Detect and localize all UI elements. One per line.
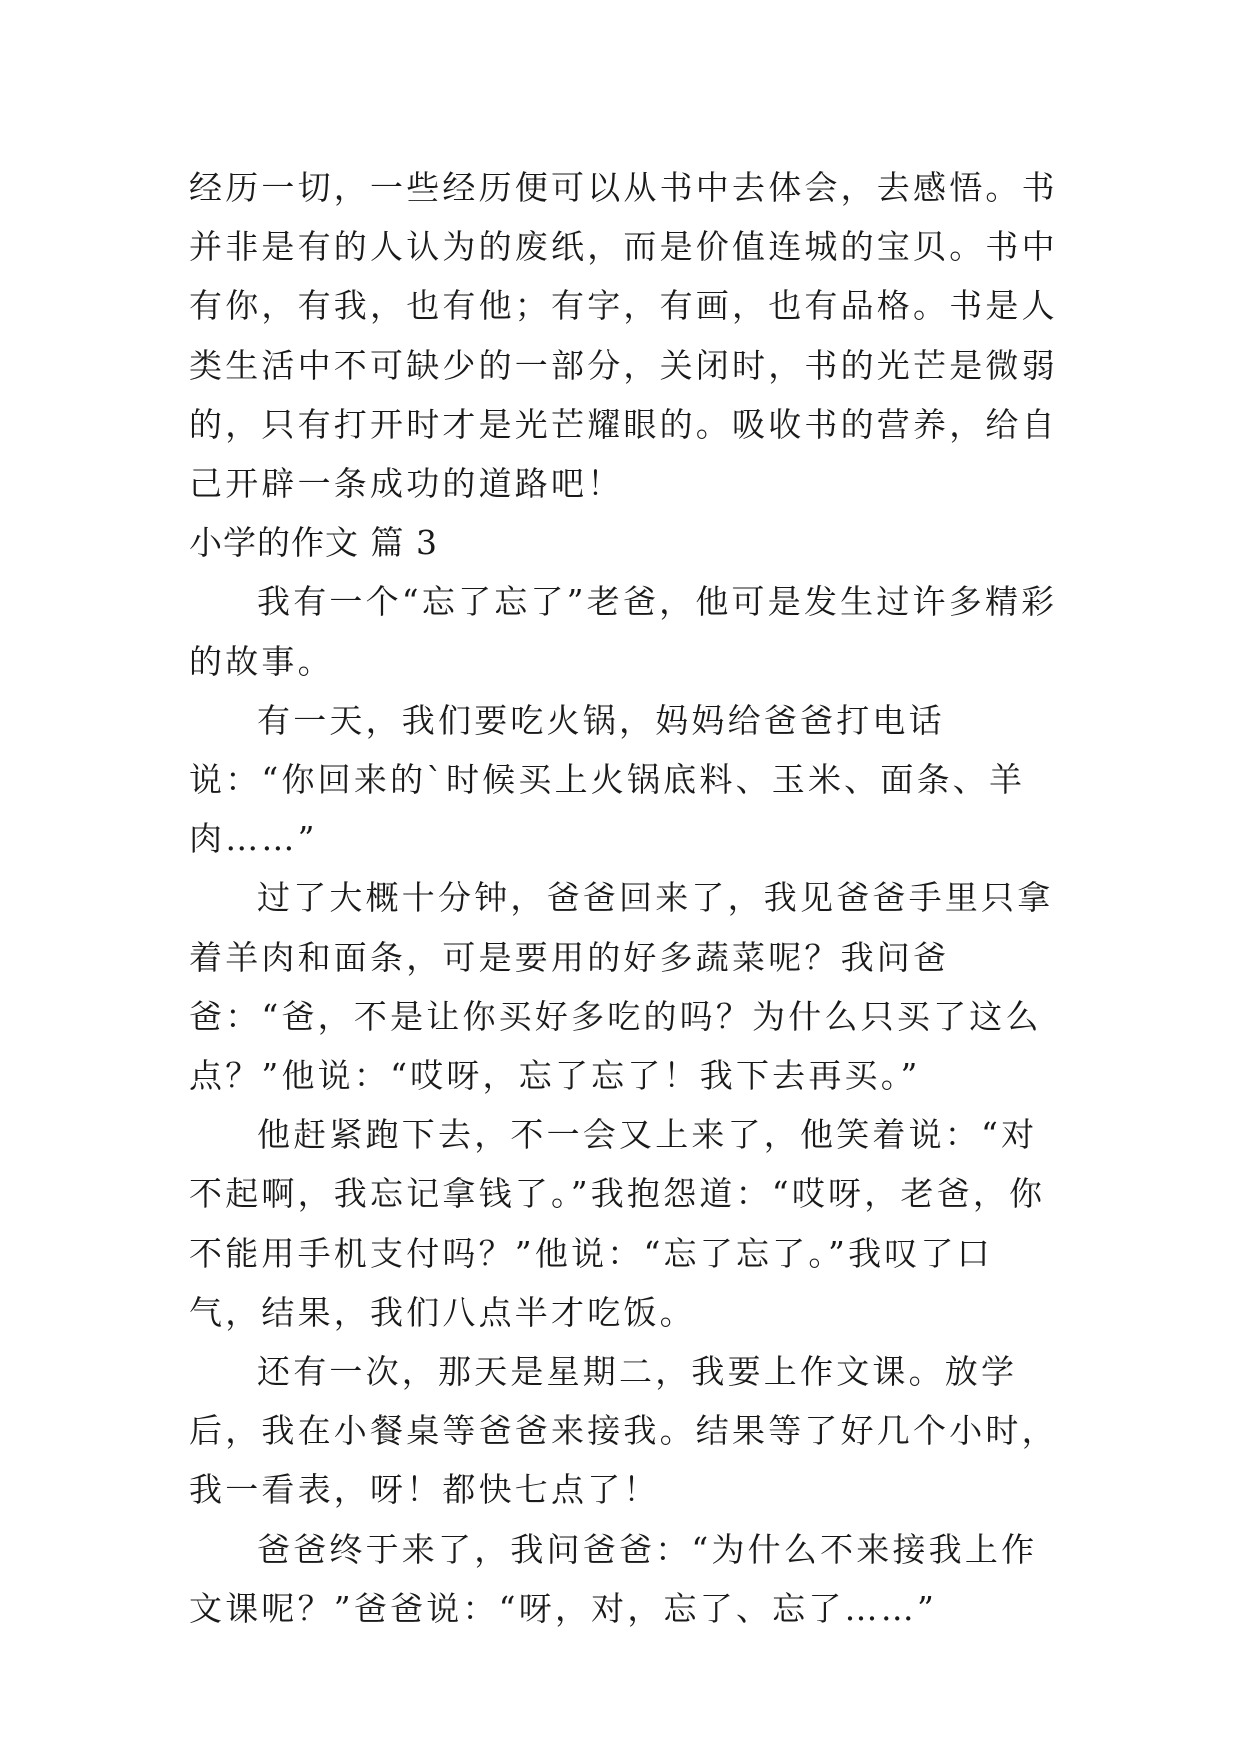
paragraph: 有一天，我们要吃火锅，妈妈给爸爸打电话说：“你回来的`时候买上火锅底料、玉米、面条、羊肉……”	[189, 700, 1026, 859]
paragraph: 过了大概十分钟，爸爸回来了，我见爸爸手里只拿着羊肉和面条，可是要用的好多蔬菜呢？我问爸爸：“爸，不是让你买好多吃的吗？为什么只买了这么点？”他说：“哎呀，忘了忘了！我下去再买。”	[189, 878, 1054, 1096]
document-body	[189, 158, 1059, 1638]
section-heading: 小学的作文 篇 3	[189, 523, 438, 563]
paragraph-continued: 经历一切，一些经历便可以从书中去体会，去感悟。书并非是有的人认为的废纸，而是价值连城的宝贝。书中有你，有我，也有他；有字，有画，也有品格。书是人类生活中不可缺少的一部分，关闭时，书的光芒是微弱的，只有打开时才是光芒耀眼的。吸收书的营养，给自己开辟一条成功的道路吧！	[189, 168, 1058, 504]
paragraph: 还有一次，那天是星期二，我要上作文课。放学后，我在小餐桌等爸爸来接我。结果等了好几个小时，我一看表，呀！都快七点了！	[189, 1352, 1058, 1510]
paragraph: 我有一个“忘了忘了”老爸，他可是发生过许多精彩的故事。	[189, 582, 1058, 681]
paragraph: 他赶紧跑下去，不一会又上来了，他笑着说：“对不起啊，我忘记拿钱了。”我抱怨道：“哎呀，老爸，你不能用手机支付吗？”他说：“忘了忘了。”我叹了口气，结果，我们八点半才吃饭。	[189, 1115, 1046, 1332]
paragraph: 爸爸终于来了，我问爸爸：“为什么不来接我上作文课呢？”爸爸说：“呀，对，忘了、忘了……”	[189, 1529, 1038, 1628]
